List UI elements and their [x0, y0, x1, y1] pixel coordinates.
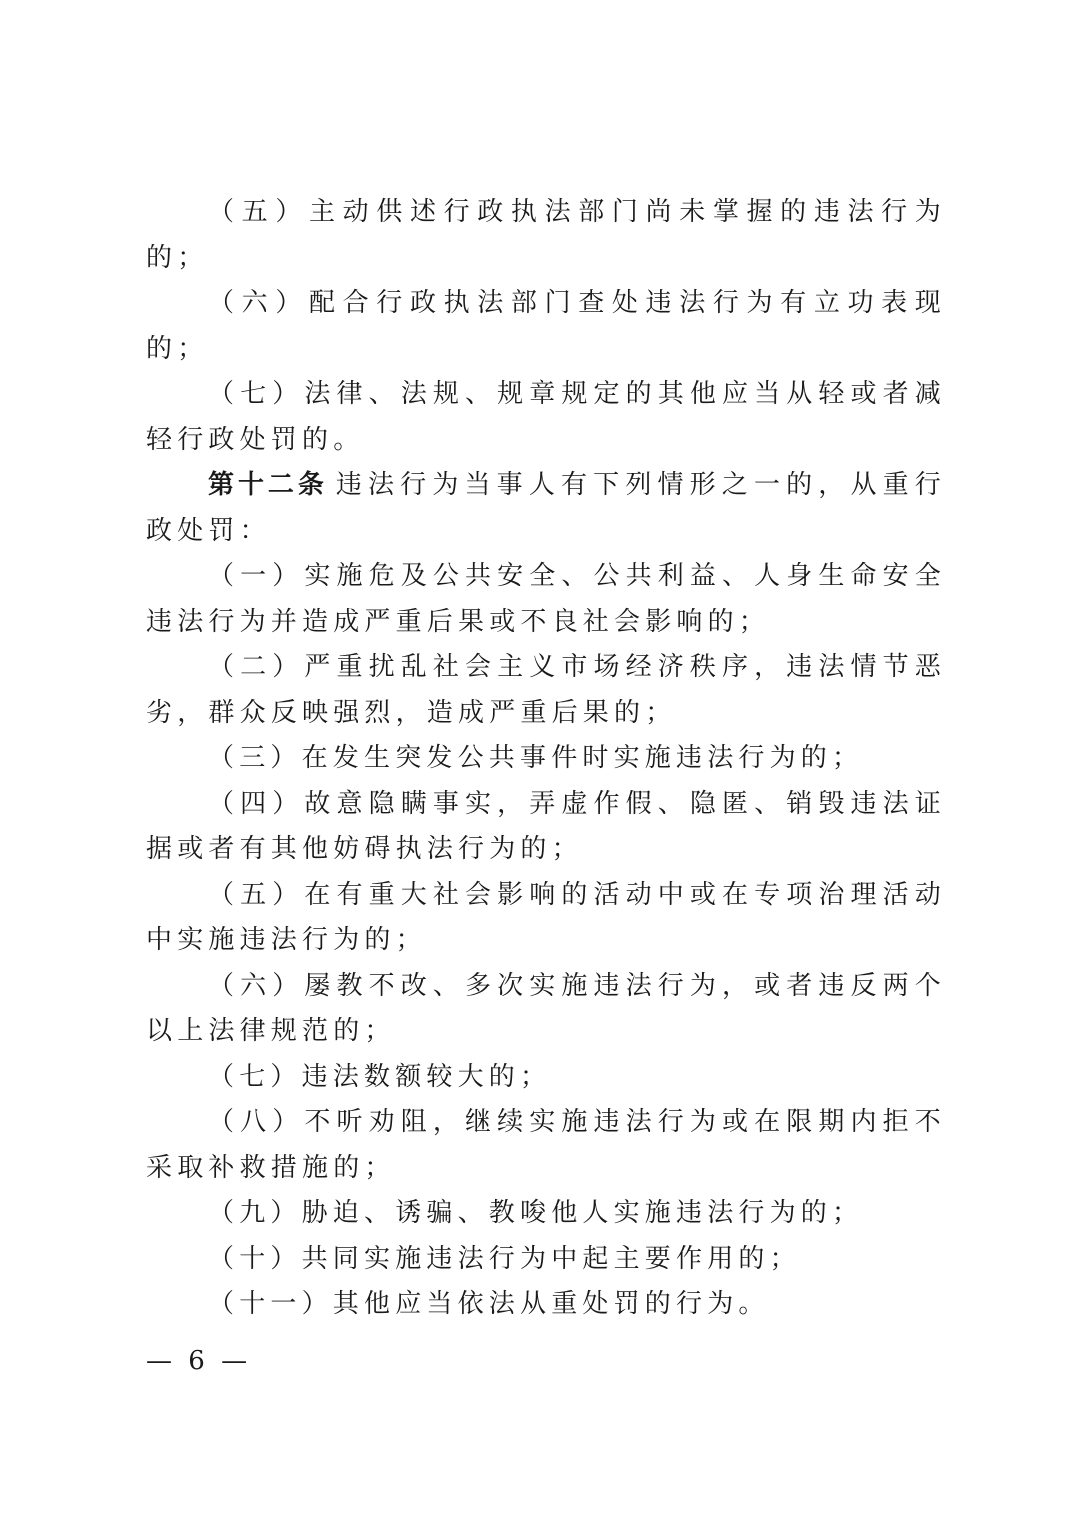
paragraph: （七）法律、法规、规章规定的其他应当从轻或者减轻行政处罚的。 [146, 379, 946, 455]
page-number: — 6 — [146, 1346, 252, 1376]
paragraph: （三）在发生突发公共事件时实施违法行为的； [208, 743, 864, 773]
document-body [146, 190, 946, 1328]
article-paragraph [146, 463, 946, 554]
paragraph: （二）严重扰乱社会主义市场经济秩序，违法情节恶劣，群众反映强烈，造成严重后果的； [146, 652, 946, 728]
paragraph: （五）主动供述行政执法部门尚未掌握的违法行为的； [146, 197, 946, 273]
article-text: 违法行为当事人有下列情形之一的，从重行政处罚： [146, 470, 946, 546]
paragraph: （十一）其他应当依法从重处罚的行为。 [208, 1289, 770, 1319]
paragraph: （十）共同实施违法行为中起主要作用的； [208, 1243, 801, 1274]
paragraph: （一）实施危及公共安全、公共利益、人身生命安全违法行为并造成严重后果或不良社会影响的； [146, 561, 946, 637]
paragraph: （八）不听劝阻，继续实施违法行为或在限期内拒不采取补救措施的； [146, 1107, 946, 1183]
paragraph: （六）配合行政执法部门查处违法行为有立功表现的； [146, 288, 946, 364]
article-heading: 第十二条 [208, 470, 328, 500]
paragraph: （五）在有重大社会影响的活动中或在专项治理活动中实施违法行为的； [146, 879, 946, 955]
paragraph: （七）违法数额较大的； [208, 1061, 552, 1092]
paragraph: （四）故意隐瞒事实，弄虚作假、隐匿、销毁违法证据或者有其他妨碍执法行为的； [146, 788, 946, 864]
paragraph: （九）胁迫、诱骗、教唆他人实施违法行为的； [208, 1198, 864, 1228]
paragraph: （六）屡教不改、多次实施违法行为，或者违反两个以上法律规范的； [146, 970, 946, 1046]
